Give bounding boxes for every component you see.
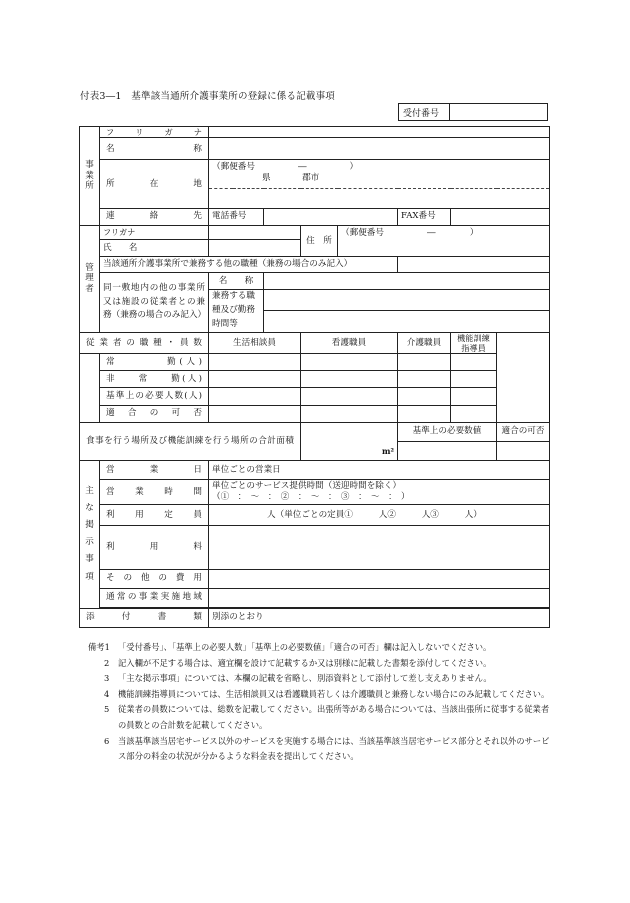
form-title: 付表3―1 基準該当通所介護事業所の登録に係る記載事項 (80, 91, 335, 102)
other-cost-field[interactable] (209, 569, 550, 588)
office-furigana-label: フ リ ガ ナ (100, 127, 209, 138)
business-days-field[interactable]: 単位ごとの営業日 (209, 460, 550, 479)
manager-furigana-label: フリガナ (100, 225, 209, 239)
manager-address-label: 住 所 (301, 225, 338, 256)
area-label: 食事を行う場所及び機能訓練を行う場所の合計面積 (80, 422, 301, 460)
office-name-label: 名 称 (100, 138, 209, 160)
postings-group-label: 主 な 掲 示 事 項 (80, 460, 100, 608)
area-conformity-field (497, 441, 550, 460)
office-contact-label: 連 絡 先 (100, 208, 209, 225)
area-required-label: 基準上の必要数値 (398, 422, 497, 441)
office-address-field[interactable] (209, 160, 550, 188)
staff-fulltime-nurse[interactable] (301, 354, 398, 371)
manager-concurrent-other-label: 当該通所介護事業所で兼務する他の職種（兼務の場合のみ記入） (100, 256, 398, 272)
note-item: 6 当該基準該当居宅サービス以外のサービスを実施する場合には、当該基準該当居宅サービス部分とそれ以外のサービス部分の料金の状況が分かるような料金表を提出してください。 (104, 735, 550, 762)
service-area-field[interactable] (209, 588, 550, 607)
note-item: 3 「主な掲示事項」については、本欄の記載を省略し、別添資料として添付して差し支えありません。 (104, 673, 492, 684)
office-furigana-field[interactable] (209, 127, 550, 138)
city-label: 郡市 (302, 173, 320, 184)
office-postal-code: （郵便番号 ― ） (212, 162, 359, 173)
office-address-label: 所 在 地 (100, 160, 209, 208)
manager-concurrent-facility-label: 同一敷地内の他の事業所又は施設の従業者との兼務（兼務の場合のみ記入） (100, 273, 209, 333)
concurrent-role-field[interactable] (264, 290, 550, 311)
manager-name-label: 氏 名 (100, 239, 209, 256)
staff-row-required: 基準上の必要人数(人) (100, 388, 209, 405)
area-unit: m² (301, 441, 398, 460)
staff-header-label: 従業者の職種・員数 (80, 332, 209, 354)
note-item: 5 従業者の員数については、総数を記載してください。出張所等がある場合については、当該出張所に従事する従業者の員数との合計数を記載してください。 (104, 704, 550, 730)
staff-required-caregiver (398, 388, 451, 405)
note-item: 2 記入欄が不足する場合は、適宜欄を設けて記載するか又は別様に記載した書類を添付してください。 (104, 657, 492, 668)
staff-col-nurse: 看護職員 (301, 332, 398, 354)
area-field[interactable] (301, 422, 398, 441)
concurrent-role-field-line2[interactable] (264, 311, 550, 332)
receipt-number-field[interactable] (450, 104, 548, 121)
manager-postal-code: （郵便番号 ― ） (341, 227, 479, 238)
manager-group-label: 管 理 者 (80, 225, 100, 332)
fee-field[interactable] (209, 526, 550, 569)
fax-field[interactable] (451, 208, 550, 225)
fee-label: 利 用 料 (100, 526, 209, 569)
receipt-number-label: 受付番号 (399, 104, 450, 121)
phone-label: 電話番号 (209, 208, 264, 225)
business-hours-slots: （① ： ～ ： ② ： ～ ： ③ ： ～ ： ） (212, 492, 410, 503)
office-name-field[interactable] (209, 138, 550, 160)
staff-conformity-caregiver (398, 405, 451, 422)
office-address-line2[interactable] (209, 188, 550, 208)
staff-required-nurse (301, 388, 398, 405)
staff-parttime-caregiver[interactable] (398, 371, 451, 388)
fax-label: FAX番号 (398, 208, 451, 225)
phone-field[interactable] (264, 208, 398, 225)
staff-conformity-trainer (451, 405, 497, 422)
staff-conformity-nurse (301, 405, 398, 422)
staff-col-caregiver: 介護職員 (398, 332, 451, 354)
area-conformity-label: 適合の可否 (497, 422, 550, 441)
service-area-label: 通常の事業実施地域 (100, 588, 209, 607)
manager-furigana-field[interactable] (209, 225, 301, 239)
notes-section (90, 640, 552, 765)
business-hours-field[interactable] (209, 479, 550, 504)
staff-parttime-consultant[interactable] (209, 371, 301, 388)
prefecture-label: 県 (262, 173, 271, 184)
capacity-field[interactable]: 人（単位ごとの定員① 人② 人③ 人） (209, 505, 550, 526)
manager-concurrent-other-field[interactable] (398, 256, 550, 272)
other-cost-label: そ の 他 の 費 用 (100, 569, 209, 588)
attachments-field[interactable]: 別添のとおり (209, 608, 550, 627)
business-hours-caption: 単位ごとのサービス提供時間（送迎時間を除く） (212, 481, 402, 492)
business-days-label: 営 業 日 (100, 460, 209, 479)
staff-row-parttime: 非 常 勤(人) (100, 371, 209, 388)
business-hours-label: 営 業 時 間 (100, 479, 209, 504)
manager-name-field[interactable] (209, 239, 301, 256)
registration-form-table (79, 126, 550, 628)
staff-fulltime-consultant[interactable] (209, 354, 301, 371)
note-item: 4 機能訓練指導員については、生活相談員又は看護職員若しくは介護職員と兼務しない場合にのみ記載してください。 (104, 688, 550, 699)
staff-required-consultant (209, 388, 301, 405)
concurrent-role-label: 兼務する職種及び勤務時間等 (209, 290, 264, 333)
staff-conformity-consultant (209, 405, 301, 422)
staff-fulltime-caregiver[interactable] (398, 354, 451, 371)
capacity-label: 利 用 定 員 (100, 505, 209, 526)
staff-col-consultant: 生活相談員 (209, 332, 301, 354)
receipt-number-box (398, 103, 548, 121)
staff-table-blank (497, 332, 550, 422)
staff-required-trainer (451, 388, 497, 405)
facility-name-field[interactable] (264, 273, 550, 290)
office-group-label: 事 業 所 (80, 127, 100, 226)
staff-row-conformity: 適 合 の 可 否 (100, 405, 209, 422)
note-item: 備考1 「受付番号」、「基準上の必要人数」「基準上の必要数値」「適合の可否」欄は記入しないでください。 (88, 642, 492, 652)
attachments-label: 添 付 書 類 (80, 608, 209, 627)
area-required-field (398, 441, 497, 460)
staff-parttime-nurse[interactable] (301, 371, 398, 388)
manager-address-field[interactable] (338, 225, 550, 256)
staff-row-fulltime: 常 勤(人) (100, 354, 209, 371)
staff-fulltime-trainer[interactable] (451, 354, 497, 371)
staff-col-trainer: 機能訓練指導員 (451, 332, 497, 354)
facility-name-label: 名 称 (209, 273, 264, 290)
staff-parttime-trainer[interactable] (451, 371, 497, 388)
staff-indent (80, 354, 100, 422)
